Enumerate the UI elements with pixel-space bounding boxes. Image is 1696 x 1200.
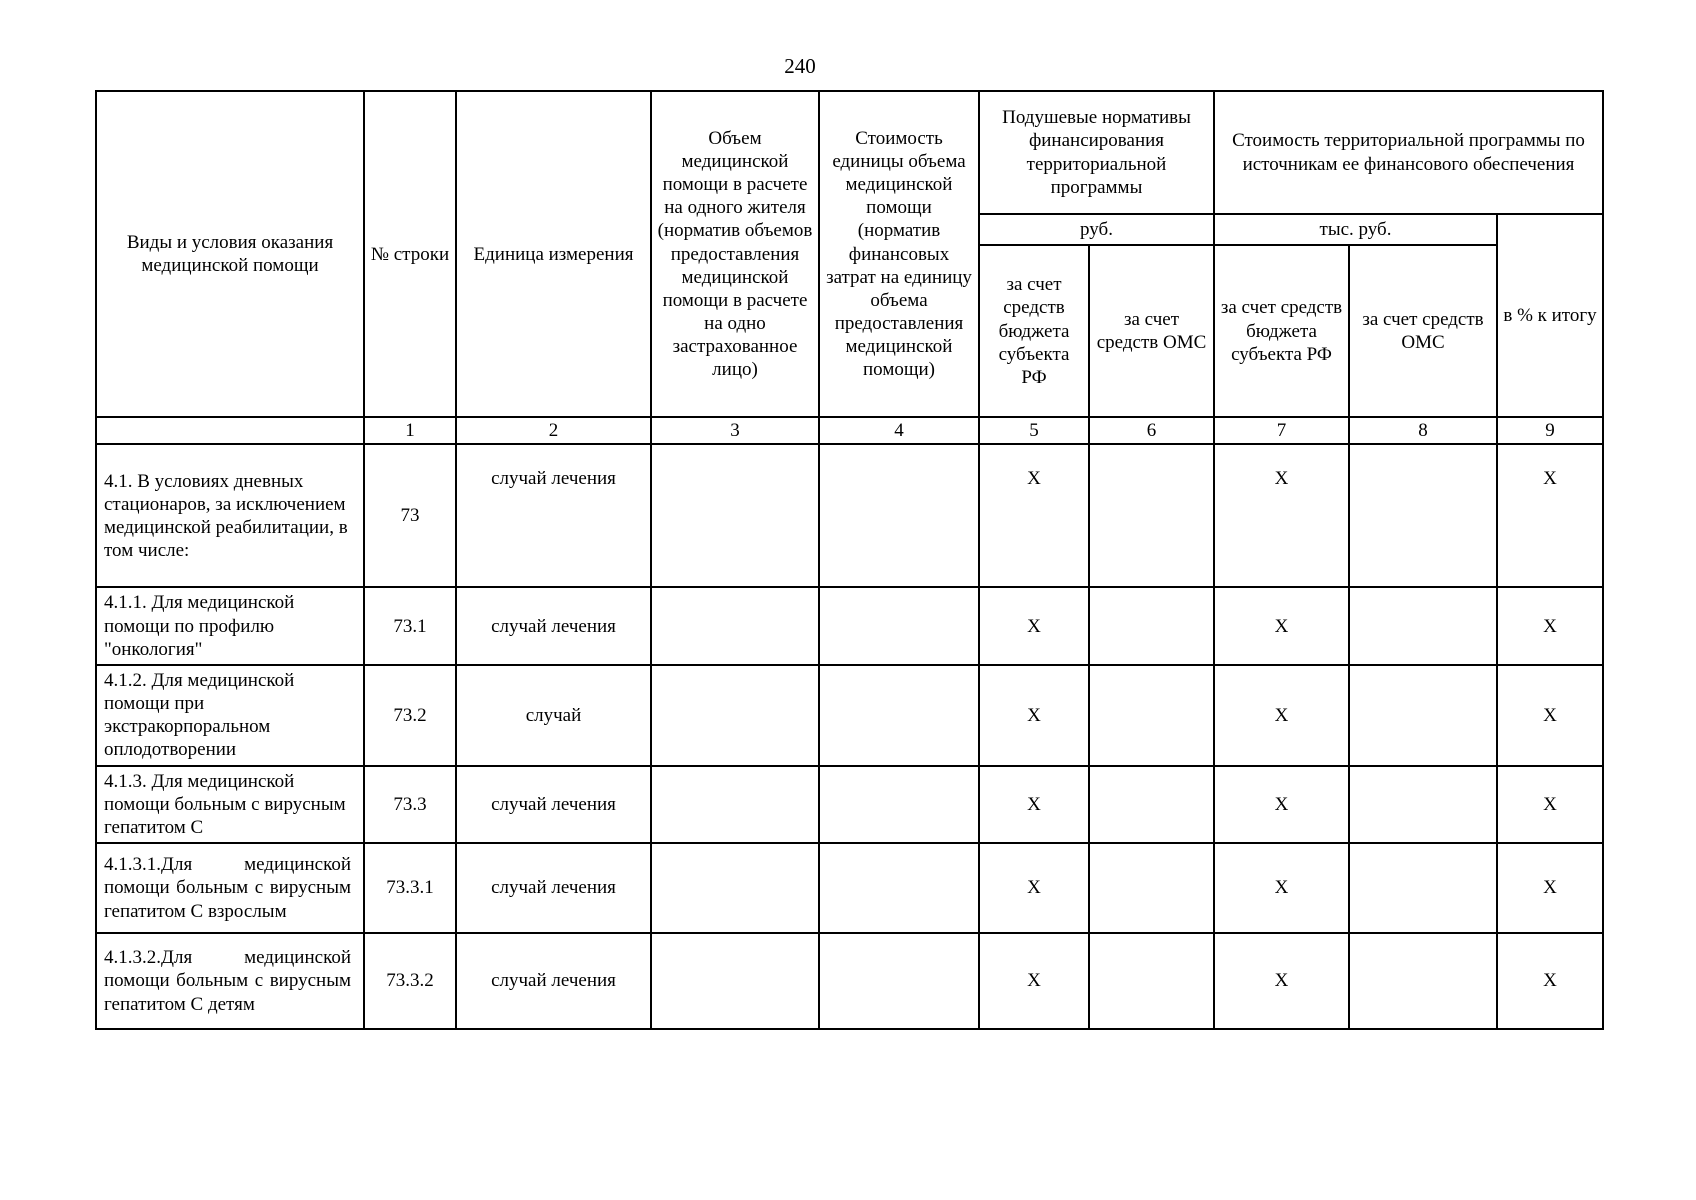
cell-care-type: 4.1.1. Для медицинской помощи по профилю "онкология" — [96, 587, 364, 665]
cell-care-type: 4.1.3.2.Для медицинской помощи больным с вирусным гепатитом С детям — [96, 933, 364, 1029]
table-row — [96, 843, 1603, 933]
medical-care-program-table — [95, 90, 1604, 1030]
cell-percent-of-total: X — [1497, 933, 1603, 1029]
cell-unit-cost — [819, 587, 979, 665]
cell-unit-cost — [819, 766, 979, 844]
cell-unit: случай лечения — [456, 587, 651, 665]
cell-oms-thousand-rub — [1349, 665, 1497, 766]
header-unit-thousand-rub: тыс. руб. — [1214, 214, 1497, 245]
cell-oms-thousand-rub — [1349, 766, 1497, 844]
column-number-6: 6 — [1089, 417, 1214, 444]
column-number-8: 8 — [1349, 417, 1497, 444]
cell-volume — [651, 587, 819, 665]
cell-unit: случай лечения — [456, 766, 651, 844]
cell-budget-thousand-rub: X — [1214, 444, 1349, 587]
header-col-oms-rub: за счет средств ОМС — [1089, 245, 1214, 417]
header-col-volume-per-resident: Объем медицинской помощи в расчете на одного жителя (норматив объемов предоставления медицинской помощи в расчете на одно застрахованное лицо) — [651, 91, 819, 417]
cell-percent-of-total: X — [1497, 665, 1603, 766]
cell-oms-rub — [1089, 843, 1214, 933]
cell-percent-of-total: X — [1497, 843, 1603, 933]
header-col-budget-thousand-rub: за счет средств бюджета субъекта РФ — [1214, 245, 1349, 417]
cell-budget-thousand-rub: X — [1214, 843, 1349, 933]
cell-oms-rub — [1089, 766, 1214, 844]
cell-oms-rub — [1089, 587, 1214, 665]
column-numbering-row — [96, 417, 1603, 444]
column-number-4: 4 — [819, 417, 979, 444]
cell-oms-thousand-rub — [1349, 843, 1497, 933]
header-group-per-capita-norms: Подушевые нормативы финансирования территориальной программы — [979, 91, 1214, 214]
cell-oms-thousand-rub — [1349, 444, 1497, 587]
cell-oms-rub — [1089, 665, 1214, 766]
cell-unit: случай лечения — [456, 444, 651, 587]
cell-budget-rub: X — [979, 665, 1089, 766]
cell-budget-rub: X — [979, 933, 1089, 1029]
cell-care-type: 4.1. В условиях дневных стационаров, за исключением медицинской реабилитации, в том числе: — [96, 444, 364, 587]
cell-row-number: 73.3 — [364, 766, 456, 844]
cell-volume — [651, 444, 819, 587]
cell-percent-of-total: X — [1497, 444, 1603, 587]
cell-care-type: 4.1.3. Для медицинской помощи больным с вирусным гепатитом С — [96, 766, 364, 844]
cell-row-number: 73.2 — [364, 665, 456, 766]
header-group-territorial-program-cost: Стоимость территориальной программы по источникам ее финансового обеспечения — [1214, 91, 1603, 214]
cell-budget-thousand-rub: X — [1214, 587, 1349, 665]
cell-oms-thousand-rub — [1349, 933, 1497, 1029]
cell-budget-rub: X — [979, 766, 1089, 844]
header-col-care-types: Виды и условия оказания медицинской помощи — [96, 91, 364, 417]
cell-percent-of-total: X — [1497, 587, 1603, 665]
table-row — [96, 587, 1603, 665]
table-row — [96, 444, 1603, 587]
header-col-oms-thousand-rub: за счет средств ОМС — [1349, 245, 1497, 417]
column-number-2: 2 — [456, 417, 651, 444]
cell-unit-cost — [819, 444, 979, 587]
header-col-budget-rub: за счет средств бюджета субъекта РФ — [979, 245, 1089, 417]
header-col-percent-of-total: в % к итогу — [1497, 214, 1603, 417]
cell-budget-rub: X — [979, 444, 1089, 587]
header-col-unit-cost: Стоимость единицы объема медицинской помощи (норматив финансовых затрат на единицу объема предоставления медицинской помощи) — [819, 91, 979, 417]
cell-budget-thousand-rub: X — [1214, 766, 1349, 844]
cell-care-type: 4.1.2. Для медицинской помощи при экстракорпоральном оплодотворении — [96, 665, 364, 766]
header-col-row-number: № строки — [364, 91, 456, 417]
header-col-unit-of-measure: Единица измерения — [456, 91, 651, 417]
cell-unit: случай лечения — [456, 843, 651, 933]
cell-row-number: 73.3.1 — [364, 843, 456, 933]
cell-volume — [651, 843, 819, 933]
page-number: 240 — [784, 54, 816, 78]
cell-budget-thousand-rub: X — [1214, 665, 1349, 766]
cell-row-number: 73.3.2 — [364, 933, 456, 1029]
cell-row-number: 73.1 — [364, 587, 456, 665]
column-number-3: 3 — [651, 417, 819, 444]
column-number-1: 1 — [364, 417, 456, 444]
cell-care-type: 4.1.3.1.Для медицинской помощи больным с вирусным гепатитом С взрослым — [96, 843, 364, 933]
cell-oms-rub — [1089, 933, 1214, 1029]
cell-unit-cost — [819, 665, 979, 766]
column-number-blank — [96, 417, 364, 444]
cell-volume — [651, 665, 819, 766]
header-unit-rub: руб. — [979, 214, 1214, 245]
column-number-7: 7 — [1214, 417, 1349, 444]
cell-budget-rub: X — [979, 843, 1089, 933]
table-row — [96, 766, 1603, 844]
cell-unit-cost — [819, 843, 979, 933]
cell-percent-of-total: X — [1497, 766, 1603, 844]
column-number-5: 5 — [979, 417, 1089, 444]
cell-volume — [651, 766, 819, 844]
cell-oms-thousand-rub — [1349, 587, 1497, 665]
cell-volume — [651, 933, 819, 1029]
table-row — [96, 665, 1603, 766]
column-number-9: 9 — [1497, 417, 1603, 444]
cell-budget-thousand-rub: X — [1214, 933, 1349, 1029]
table-row — [96, 933, 1603, 1029]
cell-unit-cost — [819, 933, 979, 1029]
cell-budget-rub: X — [979, 587, 1089, 665]
header-row-groups — [96, 91, 1603, 214]
cell-unit: случай лечения — [456, 933, 651, 1029]
cell-row-number: 73 — [364, 444, 456, 587]
cell-unit: случай — [456, 665, 651, 766]
cell-oms-rub — [1089, 444, 1214, 587]
